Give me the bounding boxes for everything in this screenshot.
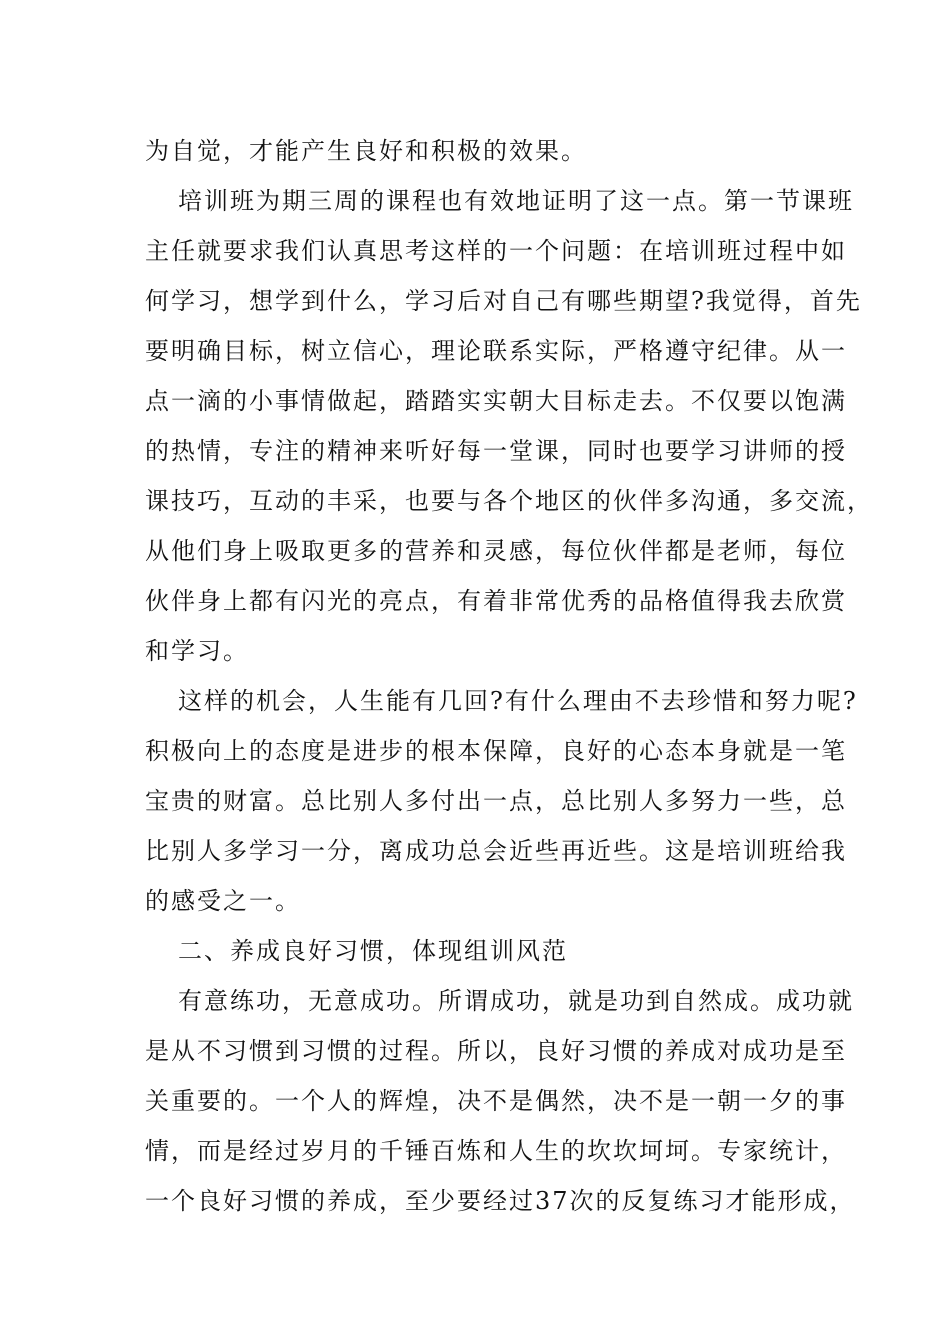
text-line: 的热情，专注的精神来听好每一堂课，同时也要学习讲师的授 bbox=[145, 437, 847, 465]
text-line: 的感受之一。 bbox=[145, 887, 301, 915]
section-heading: 二、养成良好习惯，体现组训风范 bbox=[178, 937, 568, 965]
text-line: 宝贵的财富。总比别人多付出一点，总比别人多努力一些，总 bbox=[145, 787, 847, 815]
text-line: 有意练功，无意成功。所谓成功，就是功到自然成。成功就 bbox=[178, 987, 854, 1015]
text-line: 关重要的。一个人的辉煌，决不是偶然，决不是一朝一夕的事 bbox=[145, 1087, 847, 1115]
text-line: 培训班为期三周的课程也有效地证明了这一点。第一节课班 bbox=[178, 187, 854, 215]
text-line: 积极向上的态度是进步的根本保障，良好的心态本身就是一笔 bbox=[145, 737, 847, 765]
text-line: 是从不习惯到习惯的过程。所以，良好习惯的养成对成功是至 bbox=[145, 1037, 847, 1065]
text-line: 要明确目标，树立信心，理论联系实际，严格遵守纪律。从一 bbox=[145, 337, 847, 365]
text-line: 点一滴的小事情做起，踏踏实实朝大目标走去。不仅要以饱满 bbox=[145, 387, 847, 415]
text-line: 课技巧，互动的丰采，也要与各个地区的伙伴多沟通，多交流， bbox=[145, 487, 873, 515]
text-line: 从他们身上吸取更多的营养和灵感，每位伙伴都是老师，每位 bbox=[145, 537, 847, 565]
text-line: 和学习。 bbox=[145, 637, 249, 665]
text-line: 一个良好习惯的养成，至少要经过37次的反复练习才能形成， bbox=[145, 1187, 856, 1215]
text-line: 伙伴身上都有闪光的亮点，有着非常优秀的品格值得我去欣赏 bbox=[145, 587, 847, 615]
text-line: 主任就要求我们认真思考这样的一个问题：在培训班过程中如 bbox=[145, 237, 847, 265]
text-line: 比别人多学习一分，离成功总会近些再近些。这是培训班给我 bbox=[145, 837, 847, 865]
text-line: 为自觉，才能产生良好和积极的效果。 bbox=[145, 137, 587, 165]
text-line: 何学习，想学到什么，学习后对自己有哪些期望?我觉得，首先 bbox=[145, 287, 862, 315]
text-line: 情，而是经过岁月的千锤百炼和人生的坎坎坷坷。专家统计， bbox=[145, 1137, 847, 1165]
text-line: 这样的机会，人生能有几回?有什么理由不去珍惜和努力呢? bbox=[178, 687, 858, 715]
